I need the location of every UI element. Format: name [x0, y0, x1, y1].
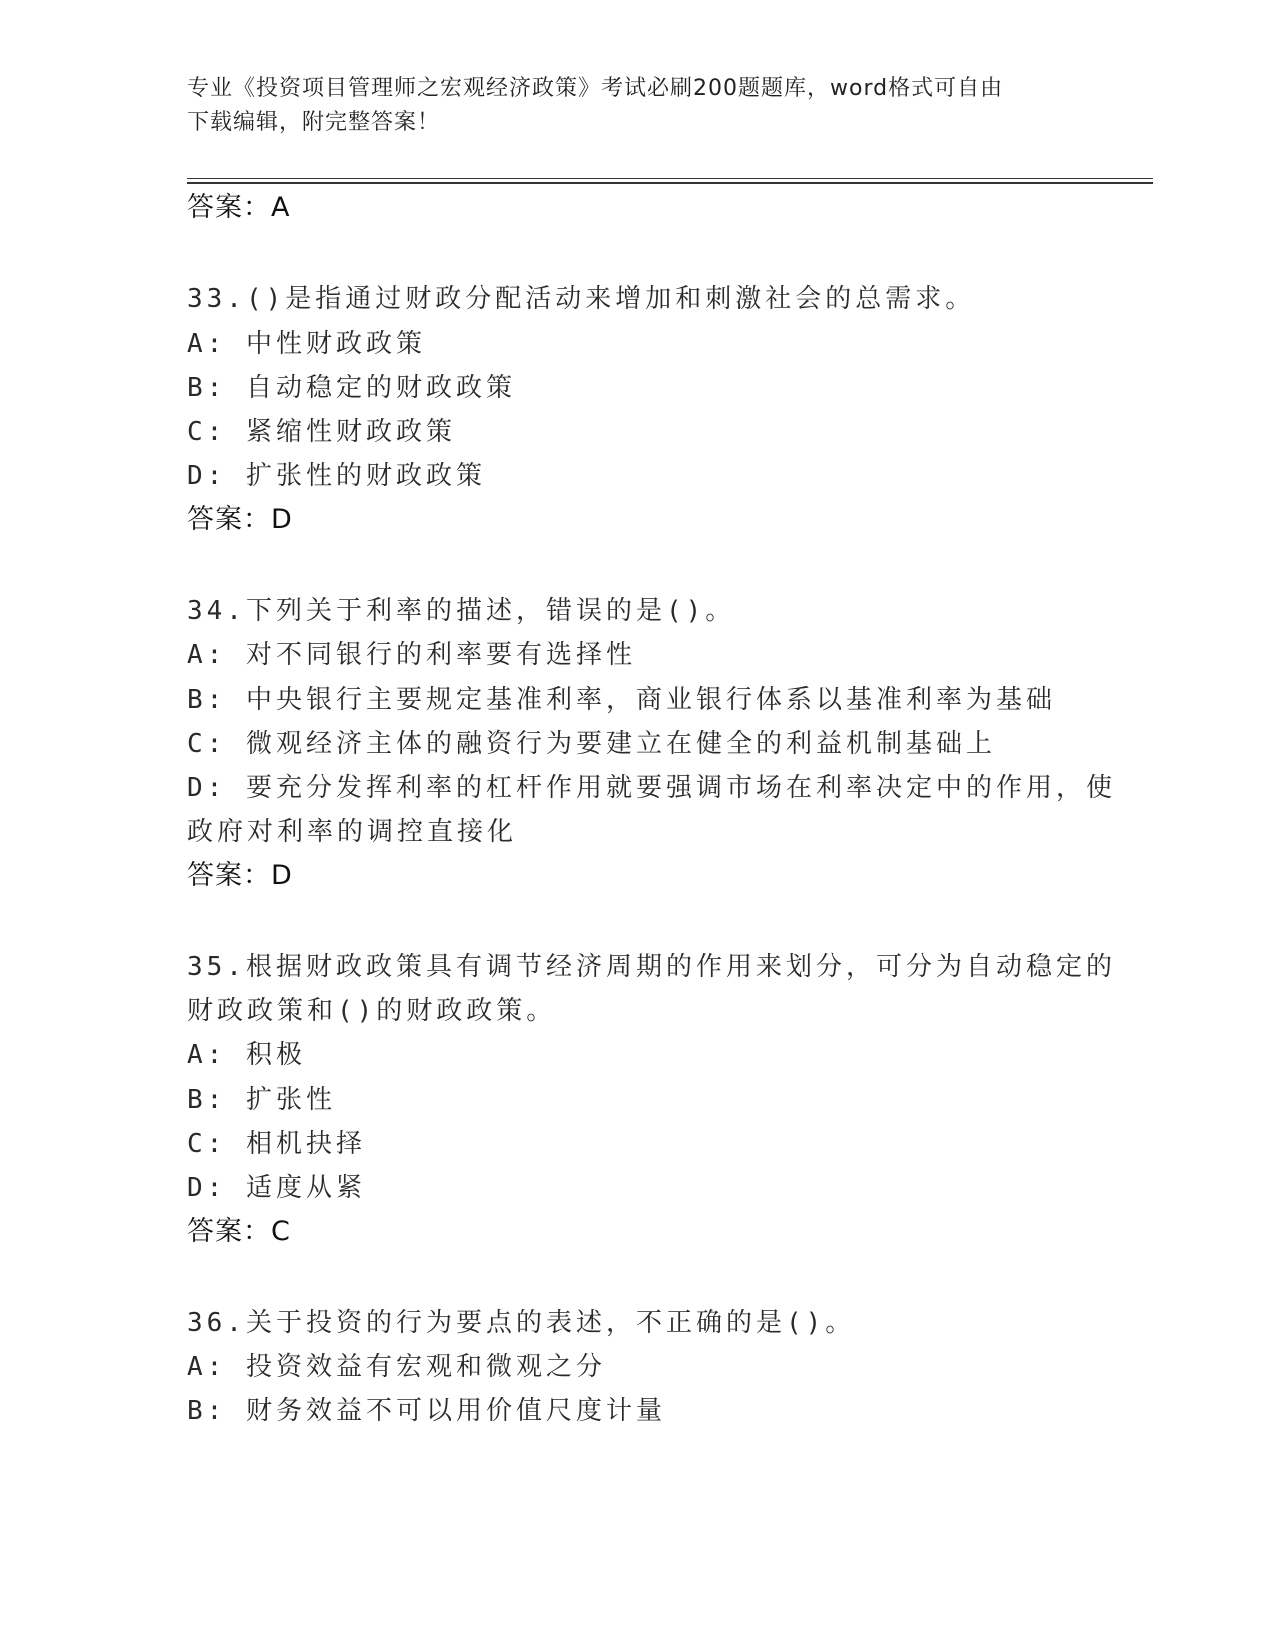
question-33-option-b: B: 自动稳定的财政政策: [187, 373, 516, 403]
question-35-stem-line-2: 财政政策和()的财政政策。: [187, 996, 557, 1026]
question-34-option-d-continued: 政府对利率的调控直接化: [187, 817, 518, 847]
question-33-stem: 33.()是指通过财政分配活动来增加和刺激社会的总需求。: [187, 284, 976, 314]
header-rule-thin: [187, 178, 1153, 179]
question-35-answer: 答案：C: [187, 1216, 291, 1247]
question-35-option-c: C: 相机抉择: [187, 1129, 366, 1159]
question-34-answer: 答案：D: [187, 860, 293, 891]
question-35-option-b: B: 扩张性: [187, 1085, 336, 1115]
header-line-1: 专业《投资项目管理师之宏观经济政策》考试必刷200题题库，word格式可自由: [187, 76, 1004, 101]
question-35-option-d: D: 适度从紧: [187, 1173, 366, 1203]
question-33-option-d: D: 扩张性的财政政策: [187, 461, 486, 491]
header-rule-thick: [187, 182, 1153, 184]
question-33-option-a: A: 中性财政政策: [187, 329, 426, 359]
question-35-option-a: A: 积极: [187, 1040, 306, 1070]
answer-previous: 答案：A: [187, 192, 291, 223]
question-34-option-b: B: 中央银行主要规定基准利率，商业银行体系以基准利率为基础: [187, 685, 1056, 715]
header-line-2: 下载编辑，附完整答案！: [187, 110, 441, 135]
question-33-answer: 答案：D: [187, 504, 293, 535]
question-36-option-b: B: 财务效益不可以用价值尺度计量: [187, 1396, 666, 1426]
question-34-option-d: D: 要充分发挥利率的杠杆作用就要强调市场在利率决定中的作用，使: [187, 773, 1116, 803]
question-34-option-c: C: 微观经济主体的融资行为要建立在健全的利益机制基础上: [187, 729, 996, 759]
question-33-option-c: C: 紧缩性财政政策: [187, 417, 456, 447]
question-34-stem: 34.下列关于利率的描述，错误的是()。: [187, 596, 736, 626]
question-34-option-a: A: 对不同银行的利率要有选择性: [187, 640, 636, 670]
document-header: [187, 72, 1067, 140]
question-36-stem: 36.关于投资的行为要点的表述，不正确的是()。: [187, 1308, 856, 1338]
question-36-option-a: A: 投资效益有宏观和微观之分: [187, 1352, 606, 1382]
question-35-stem-line-1: 35.根据财政政策具有调节经济周期的作用来划分，可分为自动稳定的: [187, 952, 1116, 982]
